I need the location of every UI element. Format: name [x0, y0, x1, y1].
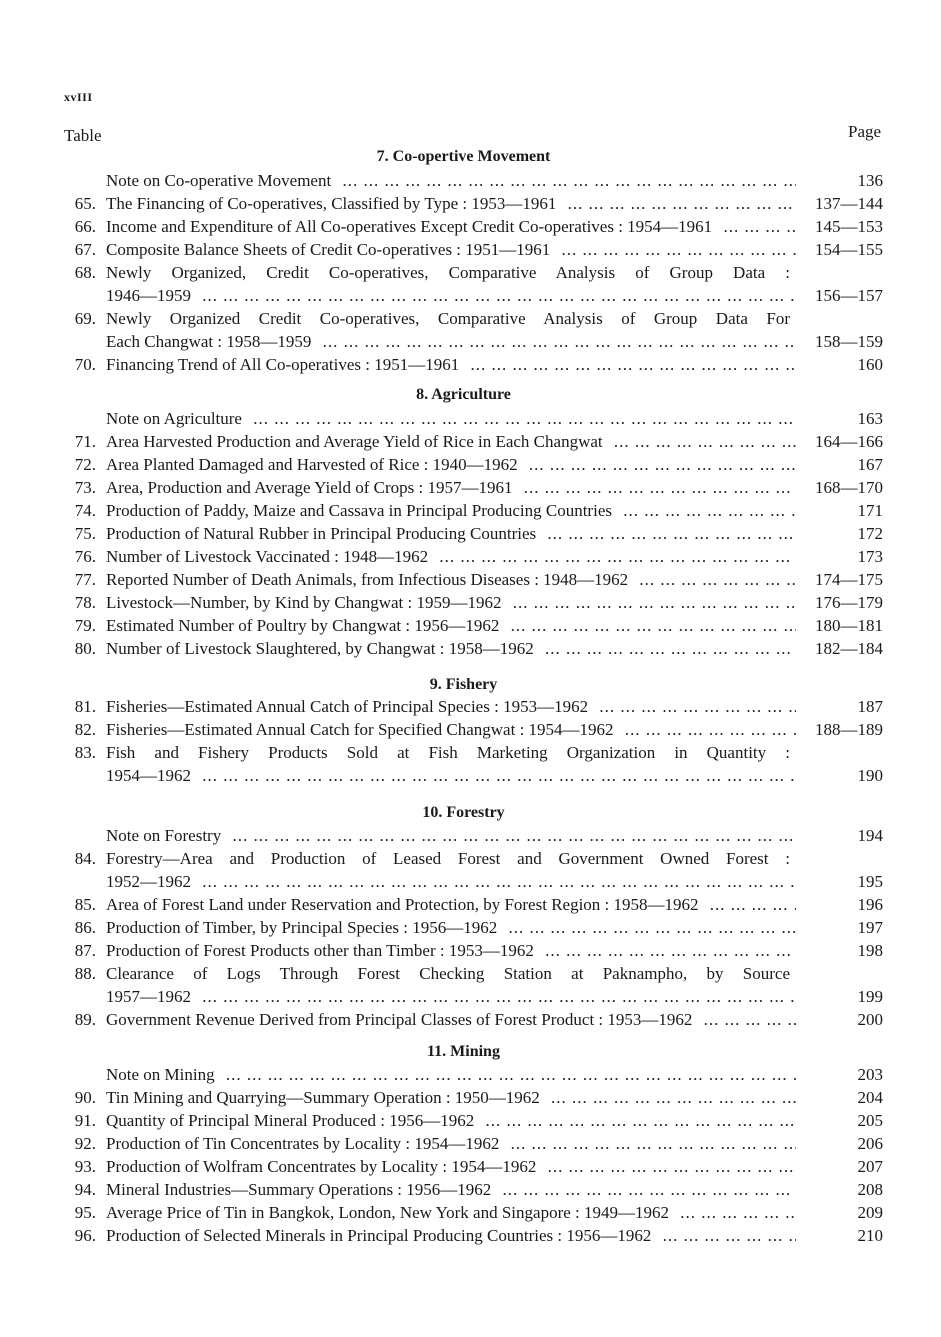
toc-note-entry [0, 171, 941, 194]
entry-title: Area of Forest Land under Reservation and Protection, by Forest Region : 1958—1962 [106, 895, 705, 914]
entry-number: 92. [74, 1134, 96, 1153]
entry-title: Estimated Number of Poultry by Changwat : 1956—1962 [106, 616, 505, 635]
entry-title: Forestry—Area and Production of Leased Forest and Government Owned Forest : [106, 849, 796, 868]
entry-title-continuation: 1952—1962 [106, 872, 197, 891]
entry-page: 174—175 [815, 570, 883, 589]
entry-page: 156—157 [815, 286, 883, 305]
entry-number: 71. [74, 432, 96, 451]
entry-title: Area, Production and Average Yield of Crops : 1957—1961 [106, 478, 519, 497]
entry-title: Production of Paddy, Maize and Cassava in Principal Producing Countries [106, 501, 618, 520]
toc-entry-continuation [0, 872, 941, 895]
toc-entry [0, 1203, 941, 1226]
toc-entry [0, 849, 941, 872]
entry-title: Average Price of Tin in Bangkok, London, New York and Singapore : 1949—1962 [106, 1203, 675, 1222]
entry-page: 172 [857, 524, 883, 543]
entry-page: 187 [857, 697, 883, 716]
entry-page: 171 [857, 501, 883, 520]
toc-entry [0, 964, 941, 987]
entry-page: 160 [857, 355, 883, 374]
toc-entry [0, 1134, 941, 1157]
entry-number: 79. [74, 616, 96, 635]
entry-number: 86. [74, 918, 96, 937]
entry-number: 81. [74, 697, 96, 716]
entry-title: Note on Mining [106, 1065, 221, 1084]
entry-page: 206 [857, 1134, 883, 1153]
entry-page: 163 [857, 409, 883, 428]
entry-page: 137—144 [815, 194, 883, 213]
entry-page: 204 [857, 1088, 883, 1107]
toc-entry [0, 697, 941, 720]
entry-title: Tin Mining and Quarrying—Summary Operation : 1950—1962 [106, 1088, 546, 1107]
entry-number: 84. [74, 849, 96, 868]
entry-page: 199 [857, 987, 883, 1006]
section-title: 8. Agriculture [416, 386, 511, 403]
toc-entry [0, 593, 941, 616]
entry-title: Income and Expenditure of All Co-operatives Except Credit Co-operatives : 1954—1961 [106, 217, 718, 236]
entry-number: 70. [74, 355, 96, 374]
entry-title: Production of Selected Minerals in Principal Producing Countries : 1956—1962 [106, 1226, 657, 1245]
entry-page: 164—166 [815, 432, 883, 451]
toc-entry [0, 194, 941, 217]
entry-title: Newly Organized Credit Co-operatives, Comparative Analysis of Group Data For [106, 309, 796, 328]
entry-number: 66. [74, 217, 96, 236]
entry-title: Production of Wolfram Concentrates by Locality : 1954—1962 [106, 1157, 542, 1176]
toc-entry [0, 240, 941, 263]
toc-entry [0, 501, 941, 524]
entry-title: Area Harvested Production and Average Yield of Rice in Each Changwat [106, 432, 609, 451]
entry-page: 197 [857, 918, 883, 937]
section-title: 11. Mining [427, 1043, 500, 1060]
toc-entry [0, 309, 941, 332]
toc-entry [0, 918, 941, 941]
toc-note-entry [0, 1065, 941, 1088]
entry-number: 69. [74, 309, 96, 328]
entry-number: 75. [74, 524, 96, 543]
entry-page: 180—181 [815, 616, 883, 635]
toc-entry-continuation [0, 766, 941, 789]
entry-number: 78. [74, 593, 96, 612]
entry-page: 158—159 [815, 332, 883, 351]
toc-entry [0, 639, 941, 662]
entry-number: 67. [74, 240, 96, 259]
toc-entry [0, 524, 941, 547]
entry-page: 145—153 [815, 217, 883, 236]
entry-page: 195 [857, 872, 883, 891]
entry-page: 136 [857, 171, 883, 190]
entry-page: 176—179 [815, 593, 883, 612]
entry-number: 74. [74, 501, 96, 520]
entry-title: Area Planted Damaged and Harvested of Rice : 1940—1962 [106, 455, 524, 474]
toc-entry [0, 1010, 941, 1033]
entry-number: 95. [74, 1203, 96, 1222]
toc-entry [0, 941, 941, 964]
toc-note-entry [0, 409, 941, 432]
toc-entry [0, 1088, 941, 1111]
toc-entry [0, 432, 941, 455]
entry-title: Composite Balance Sheets of Credit Co-operatives : 1951—1961 [106, 240, 556, 259]
entry-title: Number of Livestock Slaughtered, by Changwat : 1958—1962 [106, 639, 540, 658]
entry-page: 208 [857, 1180, 883, 1199]
toc-entry [0, 455, 941, 478]
entry-page: 209 [857, 1203, 883, 1222]
entry-title: Fisheries—Estimated Annual Catch for Specified Changwat : 1954—1962 [106, 720, 620, 739]
entry-page: 188—189 [815, 720, 883, 739]
entry-number: 83. [74, 743, 96, 762]
entry-title: Production of Timber, by Principal Species : 1956—1962 [106, 918, 503, 937]
entry-title: Production of Forest Products other than Timber : 1953—1962 [106, 941, 540, 960]
entry-number: 94. [74, 1180, 96, 1199]
entry-page: 203 [857, 1065, 883, 1084]
toc-entry-continuation [0, 286, 941, 309]
entry-title: Note on Co-operative Movement [106, 171, 337, 190]
entry-number: 91. [74, 1111, 96, 1130]
entry-title: Quantity of Principal Mineral Produced : 1956—1962 [106, 1111, 480, 1130]
section-title: 7. Co-opertive Movement [376, 148, 551, 165]
entry-title: Fisheries—Estimated Annual Catch of Principal Species : 1953—1962 [106, 697, 594, 716]
entry-page: 168—170 [815, 478, 883, 497]
entry-page: 198 [857, 941, 883, 960]
toc-entry [0, 478, 941, 501]
toc-entry [0, 570, 941, 593]
entry-number: 73. [74, 478, 96, 497]
toc-entry [0, 263, 941, 286]
entry-title: Financing Trend of All Co-operatives : 1951—1961 [106, 355, 465, 374]
entry-number: 90. [74, 1088, 96, 1107]
entry-page: 167 [857, 455, 883, 474]
entry-number: 89. [74, 1010, 96, 1029]
entry-number: 85. [74, 895, 96, 914]
toc-entry [0, 743, 941, 766]
entry-number: 96. [74, 1226, 96, 1245]
entry-number: 76. [74, 547, 96, 566]
entry-page: 182—184 [815, 639, 883, 658]
toc-entry [0, 895, 941, 918]
entry-title: Reported Number of Death Animals, from Infectious Diseases : 1948—1962 [106, 570, 634, 589]
entry-title: Note on Forestry [106, 826, 227, 845]
entry-title-continuation: 1954—1962 [106, 766, 197, 785]
entry-number: 72. [74, 455, 96, 474]
entry-page: 205 [857, 1111, 883, 1130]
entry-title-continuation: 1946—1959 [106, 286, 197, 305]
entry-page: 173 [857, 547, 883, 566]
toc-entry-continuation [0, 332, 941, 355]
toc-entry [0, 355, 941, 378]
toc-entry [0, 547, 941, 570]
entry-page: 194 [857, 826, 883, 845]
toc-entry [0, 217, 941, 240]
section-title: 10. Forestry [422, 804, 505, 821]
entry-title: Production of Tin Concentrates by Locality : 1954—1962 [106, 1134, 505, 1153]
entry-number: 93. [74, 1157, 96, 1176]
entry-number: 87. [74, 941, 96, 960]
entry-page: 207 [857, 1157, 883, 1176]
entry-page: 196 [857, 895, 883, 914]
entry-title: Mineral Industries—Summary Operations : 1956—1962 [106, 1180, 497, 1199]
entry-page: 200 [857, 1010, 883, 1029]
entry-number: 88. [74, 964, 96, 983]
toc-entry [0, 1157, 941, 1180]
entry-title: Note on Agriculture [106, 409, 248, 428]
entry-number: 80. [74, 639, 96, 658]
entry-title: Government Revenue Derived from Principal Classes of Forest Product : 1953—1962 [106, 1010, 698, 1029]
entry-number: 77. [74, 570, 96, 589]
entry-page: 154—155 [815, 240, 883, 259]
toc-entry [0, 1180, 941, 1203]
toc-entry [0, 616, 941, 639]
entry-title: Clearance of Logs Through Forest Checking Station at Paknampho, by Source [106, 964, 796, 983]
table-column-heading: Table [64, 126, 102, 145]
page-number: xvIII [64, 90, 93, 104]
entry-title: The Financing of Co-operatives, Classified by Type : 1953—1961 [106, 194, 562, 213]
entry-number: 65. [74, 194, 96, 213]
entry-title-continuation: Each Changwat : 1958—1959 [106, 332, 317, 351]
section-title: 9. Fishery [429, 676, 498, 693]
toc-entry-continuation [0, 987, 941, 1010]
toc-note-entry [0, 826, 941, 849]
toc-entry [0, 720, 941, 743]
toc-entry [0, 1226, 941, 1249]
entry-title: Livestock—Number, by Kind by Changwat : 1959—1962 [106, 593, 507, 612]
page-column-heading: Page [848, 122, 882, 141]
entry-title: Newly Organized, Credit Co-operatives, Comparative Analysis of Group Data : [106, 263, 796, 282]
entry-title-continuation: 1957—1962 [106, 987, 197, 1006]
toc-entry [0, 1111, 941, 1134]
entry-number: 82. [74, 720, 96, 739]
entry-number: 68. [74, 263, 96, 282]
entry-page: 210 [857, 1226, 883, 1245]
entry-title: Number of Livestock Vaccinated : 1948—1962 [106, 547, 434, 566]
entry-title: Production of Natural Rubber in Principal Producing Countries [106, 524, 542, 543]
entry-page: 190 [857, 766, 883, 785]
entry-title: Fish and Fishery Products Sold at Fish Marketing Organization in Quantity : [106, 743, 796, 762]
